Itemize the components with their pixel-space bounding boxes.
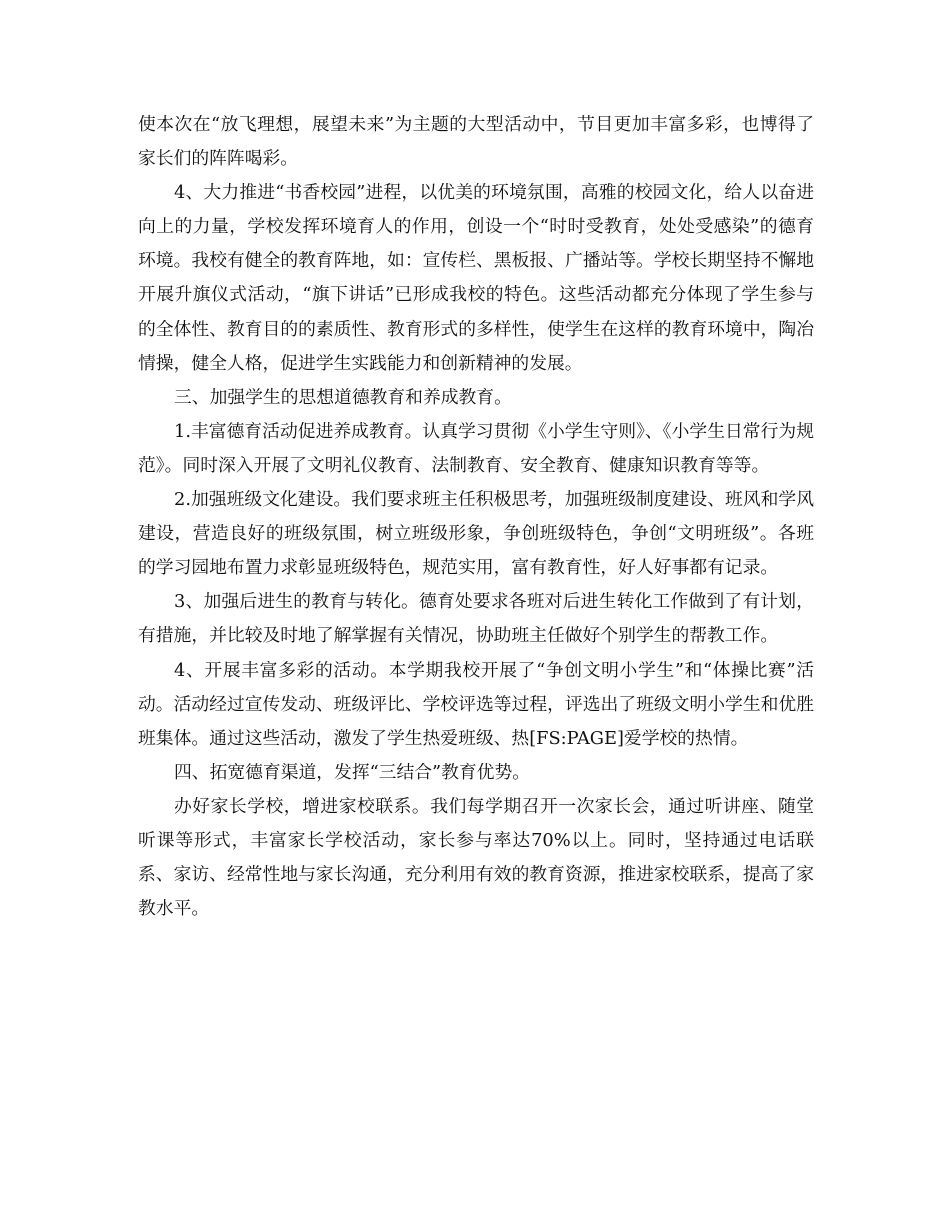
paragraph-item-4-activities: 4、开展丰富多彩的活动。本学期我校开展了“争创文明小学生”和“体操比赛”活动。活动经过宣传发动、班级评比、学校评选等过程，评选出了班级文明小学生和优胜班集体。通过这些活动，激发了学生热爱班级、热[FS:PAGE]爱学校的热情。 xyxy=(138,659,814,749)
document-body xyxy=(138,108,814,926)
paragraph-continuation: 使本次在“放飞理想，展望未来”为主题的大型活动中，节目更加丰富多彩，也博得了家长们的阵阵喝彩。 xyxy=(138,114,814,170)
paragraph-item-2: 2.加强班级文化建设。我们要求班主任积极思考，加强班级制度建设、班风和学风建设，营造良好的班级氛围，树立班级形象，争创班级特色，争创“文明班级”。各班的学习园地布置力求彰显班级特色，规范实用，富有教育性，好人好事都有记录。 xyxy=(138,489,814,579)
paragraph-item-4-book-campus: 4、大力推进“书香校园”进程，以优美的环境氛围，高雅的校园文化，给人以奋进向上的力量，学校发挥环境育人的作用，创设一个“时时受教育，处处受感染”的德育环境。我校有健全的教育阵地，如：宣传栏、黑板报、广播站等。学校长期坚持不懈地开展升旗仪式活动，“旗下讲话”已形成我校的特色。这些活动都充分体现了学生参与的全体性、教育目的的素质性、教育形式的多样性，使学生在这样的教育环境中，陶冶情操，健全人格，促进学生实践能力和创新精神的发展。 xyxy=(138,182,814,374)
section-heading-3: 三、加强学生的思想道德教育和养成教育。 xyxy=(174,386,512,408)
paragraph-item-3: 3、加强后进生的教育与转化。德育处要求各班对后进生转化工作做到了有计划，有措施，并比较及时地了解掌握有关情况，协助班主任做好个别学生的帮教工作。 xyxy=(138,591,814,647)
section-heading-4: 四、拓宽德育渠道，发挥“三结合”教育优势。 xyxy=(174,761,531,783)
paragraph-parent-school: 办好家长学校，增进家校联系。我们每学期召开一次家长会，通过听讲座、随堂听课等形式，丰富家长学校活动，家长参与率达70%以上。同时，坚持通过电话联系、家访、经常性地与家长沟通，充分利用有效的教育资源，推进家校联系，提高了家教水平。 xyxy=(138,795,814,920)
paragraph-item-1: 1.丰富德育活动促进养成教育。认真学习贯彻《小学生守则》、《小学生日常行为规范》。同时深入开展了文明礼仪教育、法制教育、安全教育、健康知识教育等等。 xyxy=(138,420,814,476)
